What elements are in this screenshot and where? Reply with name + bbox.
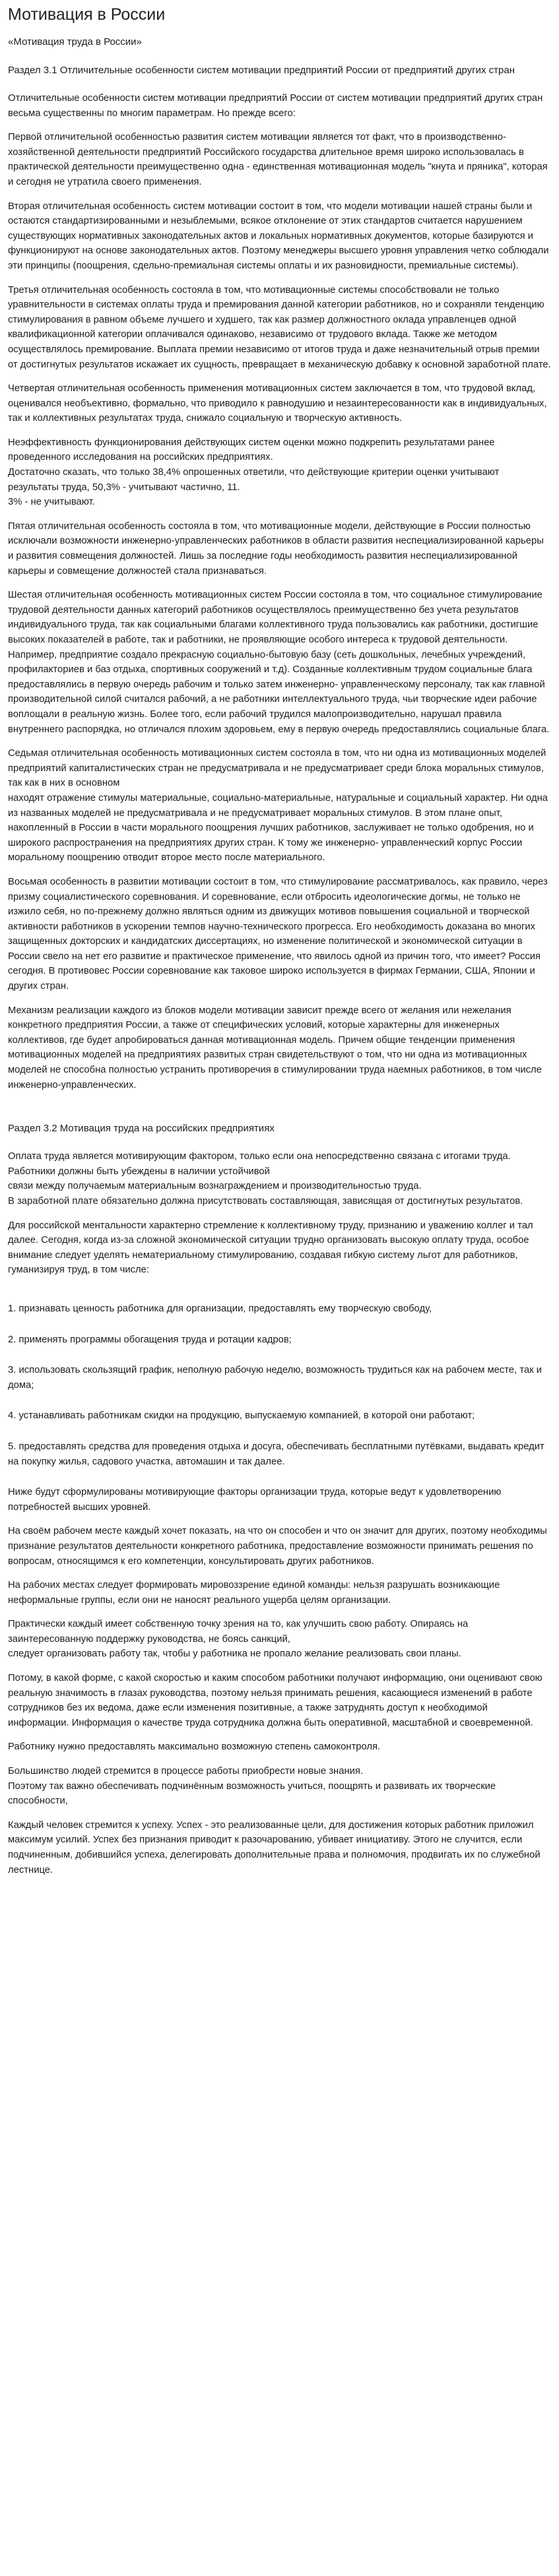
benefits-list (8, 1302, 551, 1469)
paragraph: Каждый человек стремится к успеху. Успех - это реализованные цели, для достижения которых работник приложил максимум усилий. Успех без признания приводит к разочарованию, убивает инициативу. Этого не случится, если подчиненным, добившийся успеха, делегировать дополнительные права и полномочия, продвигать их по служебной лестнице. (8, 1819, 541, 1875)
paragraph: Ниже будут сформулированы мотивирующие факторы организации труда, которые ведут к удовлетворению потребностей высших уровней. (8, 1487, 502, 1513)
list-item: 5. предоставлять средства для проведения отдыха и досуга, обеспечивать бесплатными путёвками, выдавать кредит на покупку жилья, садового участка, автомашин и так далее. (8, 1441, 544, 1467)
section-1-body (8, 91, 551, 1092)
list-item: 3. использовать скользящий график, неполную рабочую неделю, возможность трудиться как на рабочем месте, так и дома; (8, 1365, 543, 1391)
list-item: 2. применять программы обогащения труда и ротации кадров; (8, 1334, 292, 1345)
paragraph: Первой отличительной особенностью развития систем мотивации является тот факт, что в производственно-хозяйственной деятельности предприятий Российского государства длительное время широко использовалась в практической деятельности преимущественно одна - единственная мотивационная модель "кнута и пряника", которая и сегодня не утратила своего применения. (8, 132, 548, 187)
list-item: 4. устанавливать работникам скидки на продукцию, выпускаемую компанией, в которой они работают; (8, 1410, 475, 1422)
section-2-heading: Раздел 3.2 Мотивация труда на российских предприятиях (8, 1123, 275, 1135)
list-item: 1. признавать ценность работника для организации, предоставлять ему творческую свободу, (8, 1303, 432, 1314)
paragraph: Пятая отличительная особенность состояла в том, что мотивационные модели, действующие в России полностью исключали возможности инженерно-управленческих работников в области развития неспециализированной карьеры и развития совмещения должностей. Лишь за последние годы необходимость развития неспециализированной карьеры и совмещение должностей стала признаваться. (8, 520, 544, 577)
paragraph: Восьмая особенность в развитии мотивации состоит в том, что стимулирование рассматривалось, как правило, через призму социалистического соревнования. И соревнование, если отбросить идеологические догмы, не только не изжило себя, но по-прежнему должно являться одним из движущих мотивов повышения социальной и творческой активности работников в ускорении темпов научно-технического прогресса. Его необходимость доказана во многих защищенных докторских и кандидатских диссертациях, но изменение политической и экономической ситуации в России свело на нет его развитие и практическое применение, что явилось одной из причин того, что имеет? Россия сегодня. В противовес России соревнование как таковое широко используется в фирмах Германии, США, Японии и других стран. (8, 876, 548, 992)
paragraph: Шестая отличительная особенность мотивационных систем России состояла в том, что социальное стимулирование трудовой деятельности данных категорий работников осуществлялось преимущественно без учета результатов индивидуального труда, так как социальными благами коллективного труда пользовались как работники, достигшие высоких показателей в работе, так и работники, не проявляющие особого интереса к трудовой деятельности. Например, предприятие создало прекрасную социально-бытовую базу (сеть дошкольных, лечебных учреждений, профилакториев и баз отдыха, спортивных сооружений и т.д). Созданные коллективным трудом социальные блага предоставлялись в первую очередь рабочим и только затем инженерно- управленческому персоналу, так как главной производительной силой считался рабочий, а не работники интеллектуального труда, чьи творческие идеи рабочие воплощали в реальную жизнь. Более того, если рабочий трудился малопроизводительно, нарушал правила внутреннего распорядка, но отличался плохим здоровьем, ему в первую очередь предоставлялись социальные блага. (8, 590, 550, 735)
paragraph: Отличительные особенности систем мотивации предприятий России от систем мотивации предприятий других стран весьма существенны по многим параметрам. Но прежде всего: (8, 93, 543, 119)
page-title: Мотивация в России (8, 5, 166, 24)
section-2-body (8, 1149, 551, 1877)
paragraph: Третья отличительная особенность состояла в том, что мотивационные системы способствовали не только уравнительности в системах оплаты труда и премирования данной категории работников, но и сохраняли тенденцию стимулирования в равном объеме лучшего и худшего, так как размер должностного оклада управленцев одной квалификационной категории оплачивался одинаково, независимо от трудового вклада. Также же методом осуществлялось премирование. Выплата премии независимо от итогов труда и даже незначительный отрыв премии от достигнутых результатов искажает их сущность, превращает в механическую добавку к основной заработной плате. (8, 284, 551, 370)
paragraph: На своём рабочем месте каждый хочет показать, на что он способен и что он значит для других, поэтому необходимы признание результатов деятельности конкретного работника, предоставление возможности принимать решения по вопросам, относящимся к его компетенции, консультировать других работников. (8, 1526, 547, 1567)
paragraph: Неэффективность функционирования действующих систем оценки можно подкрепить результатами ранее проведенного исследования на российских предприятиях. Достаточно сказать, что только 38,4% опрошенных ответили, что действующие критерии оценки учитывают результаты труда, 50,3% - учитывают частично, 11. 3% - не учитывают. (8, 437, 500, 508)
paragraph: На рабочих местах следует формировать мировоззрение единой команды: нельзя разрушать возникающие неформальные группы, если они не наносят реального ущерба целям организации. (8, 1580, 500, 1606)
paragraph: Механизм реализации каждого из блоков модели мотивации зависит прежде всего от желания или нежелания конкретного предприятия России, а также от специфических условий, которые характерны для инженерных коллективов, где будет апробироваться данная мотивационная модель. Причем общие тенденции применения мотивационных моделей на предприятиях развитых стран свидетельствуют о том, что ни одна из мотивационных моделей не способна полностью устранить противоречия в стимулировании труда наемных работников, в том числе инженерно-управленческих. (8, 1005, 542, 1090)
paragraph: Вторая отличительная особенность систем мотивации состоит в том, что модели мотивации нашей страны были и остаются стандартизированными и незыблемыми, всякое отклонение от этих стандартов считается нарушением существующих нормативных законодательных актов и локальных нормативных документов, которые базируются и функционируют на основе законодательных актов. Поэтому менеджеры высшего уровня управления четко соблюдали эти принципы (поощрения, сдельно-премиальная системы оплаты и их разновидности, премиальные системы). (8, 201, 549, 271)
section-gap (8, 1102, 551, 1121)
paragraph: Большинство людей стремится в процессе работы приобрести новые знания. Поэтому так важно обеспечивать подчинённым возможность учиться, поощрять и развивать их творческие способности, (8, 1766, 496, 1807)
paragraph: Потому, в какой форме, с какой скоростью и каким способом работники получают информацию, они оценивают свою реальную значимость в глазах руководства, поэтому нельзя принимать решения, касающиеся изменений в работе сотрудников без их ведома, даже если изменения позитивные, а также затруднять доступ к необходимой информации. Информация о качестве труда сотрудника должна быть оперативной, масштабной и своевременной. (8, 1673, 543, 1728)
section-1-heading: Раздел 3.1 Отличительные особенности систем мотивации предприятий России от предприятий других стран (8, 65, 515, 76)
paragraph: Работнику нужно предоставлять максимально возможную степень самоконтроля. (8, 1742, 381, 1753)
subtitle: «Мотивация труда в России» (8, 36, 142, 47)
paragraph: Для российской ментальности характерно стремление к коллективному труду, признанию и уважению коллег и тал далее. Сегодня, когда из-за сложной экономической ситуации трудно организовать высокую оплату труда, особое внимание следует уделять нематериальному стимулированию, создавая гибкую систему льгот для работников, гуманизируя труд, в том числе: (8, 1220, 533, 1276)
paragraph: Четвертая отличительная особенность применения мотивационных систем заключается в том, что трудовой вклад, оценивался необъективно, формально, что приводило к равнодушию и незаинтересованности как в индивидуальных, так и коллективных результатах труда, снижало социальную и творческую активность. (8, 383, 547, 424)
paragraph: Практически каждый имеет собственную точку зрения на то, как улучшить свою работу. Опираясь на заинтересованную поддержку руководства, не боясь санкций, следует организовать работу так, чтобы у работника не пропало желание реализовать свои планы. (8, 1619, 469, 1660)
paragraph: Оплата труда является мотивирующим фактором, только если она непосредственно связана с итогами труда. Работники должны быть убеждены в наличии устойчивой связи между получаемым материальным вознаграждением и производительностью труда. В заработной плате обязательно должна присутствовать составляющая, зависящая от достигнутых результатов. (8, 1151, 523, 1207)
paragraph: Седьмая отличительная особенность мотивационных систем состояла в том, что ни одна из мотивационных моделей предприятий капиталистических стран не предусматривала и не предусматривает среди блока моральных стимулов, так как в них в основном находят отражение стимулы материальные, социально-материальные, натуральные и социальный характер. Ни одна из названных моделей не предусматривала и не предусматривает моральных стимулов. В этом плане опыт, накопленный в России в части морального поощрения лучших работников, заслуживает не только одобрения, но и широкого распространения на предприятиях других стран. К тому же инженерно- управленческий корпус России моральному поощрению отводит второе место после материального. (8, 748, 548, 864)
